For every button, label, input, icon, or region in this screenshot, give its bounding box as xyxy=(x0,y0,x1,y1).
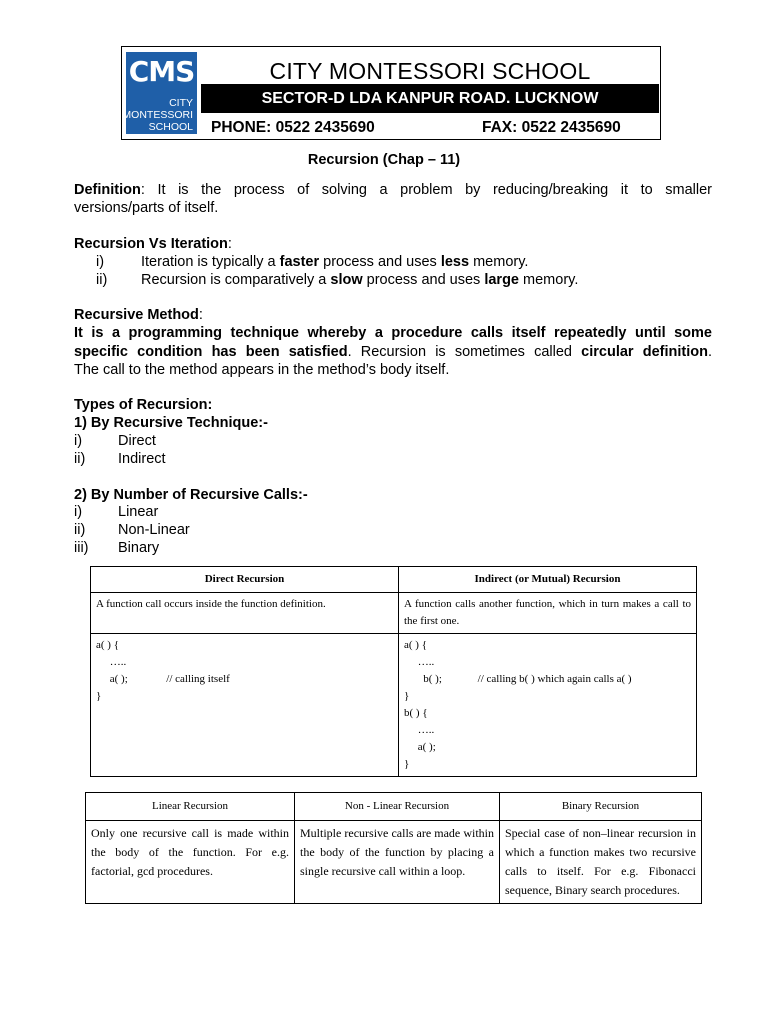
table-header: Binary Recursion xyxy=(500,793,702,821)
definition-text: : It is the process of solving a problem by reducing/breaking it to smaller xyxy=(140,182,712,198)
vs-heading-text: Recursion Vs Iteration xyxy=(74,236,228,252)
code-cell: a( ) { ….. b( ); // calling b( ) which again calls a( ) } b( ) { ….. a( ); } xyxy=(399,634,697,777)
vs-item-bold: less xyxy=(440,254,470,270)
school-name: CITY MONTESSORI SCHOOL xyxy=(269,58,591,84)
method-line-1: It is a programming technique whereby a procedure calls itself repeatedly until some xyxy=(74,325,712,341)
list-item-number: i) xyxy=(74,504,83,520)
method-heading-text: Recursive Method xyxy=(74,307,199,323)
school-logo xyxy=(122,52,197,134)
list-item: Direct xyxy=(118,433,156,449)
definition-label: Definition xyxy=(74,182,141,198)
fax-number: FAX: 0522 2435690 xyxy=(482,119,621,136)
list-item-number: ii) xyxy=(74,451,86,467)
table-header: Non - Linear Recursion xyxy=(295,793,500,821)
types-subheading-calls: 2) By Number of Recursive Calls:- xyxy=(74,487,308,503)
recursion-types-table xyxy=(85,792,702,904)
direct-indirect-table xyxy=(90,566,697,777)
vs-heading-colon: : xyxy=(227,236,232,252)
definition-line-2: versions/parts of itself. xyxy=(74,200,219,216)
logo-line: MONTESSORI xyxy=(122,109,193,121)
list-item: Linear xyxy=(118,504,159,520)
vs-item-text: process and uses xyxy=(319,254,441,270)
table-cell: A function call occurs inside the function definition. xyxy=(91,593,399,634)
vs-item-text: process and uses xyxy=(362,272,485,288)
vs-item-number: ii) xyxy=(96,272,108,288)
list-item: Indirect xyxy=(118,451,166,467)
code-cell: a( ) { ….. a( ); // calling itself } xyxy=(91,634,399,777)
types-heading: Types of Recursion: xyxy=(74,397,213,413)
page-title: Recursion (Chap – 11) xyxy=(307,152,461,168)
vs-item xyxy=(141,271,578,289)
vs-item-text: Recursion is comparatively a xyxy=(141,272,331,288)
types-subheading-technique: 1) By Recursive Technique:- xyxy=(74,415,268,431)
list-item-number: i) xyxy=(74,433,83,449)
vs-item-number: i) xyxy=(96,254,105,270)
list-item-number: ii) xyxy=(74,522,86,538)
method-line-3: The call to the method appears in the method’s body itself. xyxy=(74,362,450,378)
phone-number: PHONE: 0522 2435690 xyxy=(211,119,375,136)
logo-line: CITY xyxy=(169,97,193,109)
list-item: Binary xyxy=(118,540,160,556)
vs-heading xyxy=(74,235,232,253)
vs-item-text: memory. xyxy=(469,254,529,270)
logo-line: SCHOOL xyxy=(148,121,193,133)
table-cell: Multiple recursive calls are made within the body of the function by placing a single recursive call within a loop. xyxy=(295,821,500,904)
logo-text: CMS xyxy=(128,55,195,88)
school-header xyxy=(121,46,661,140)
table-header: Indirect (or Mutual) Recursion xyxy=(399,567,697,593)
table-cell: Only one recursive call is made within the body of the function. For e.g. factorial, gcd procedures. xyxy=(86,821,295,904)
method-heading-colon: : xyxy=(198,307,203,323)
vs-item-text: memory. xyxy=(519,272,579,288)
table-header: Direct Recursion xyxy=(91,567,399,593)
list-item-number: iii) xyxy=(74,540,89,556)
method-line-2 xyxy=(74,343,712,361)
vs-item-bold: faster xyxy=(279,254,320,270)
vs-item-bold: slow xyxy=(330,272,363,288)
vs-item-bold: large xyxy=(484,272,520,288)
method-bold-text: circular definition xyxy=(581,344,708,360)
vs-item xyxy=(141,253,528,271)
method-heading xyxy=(74,306,203,324)
school-address: SECTOR-D LDA KANPUR ROAD. LUCKNOW xyxy=(201,84,659,113)
table-cell: A function calls another function, which in turn makes a call to the first one. xyxy=(399,593,697,634)
method-text: . xyxy=(707,344,712,360)
definition-line-1 xyxy=(74,181,712,199)
list-item: Non-Linear xyxy=(118,522,190,538)
method-bold-text: specific condition has been satisfied xyxy=(74,344,348,360)
method-text: . Recursion is sometimes called xyxy=(347,344,582,360)
vs-item-text: Iteration is typically a xyxy=(141,254,280,270)
table-header: Linear Recursion xyxy=(86,793,295,821)
table-cell: Special case of non–linear recursion in which a function makes two recursive calls to itself. For e.g. Fibonacci sequence, Binary search procedures. xyxy=(500,821,702,904)
